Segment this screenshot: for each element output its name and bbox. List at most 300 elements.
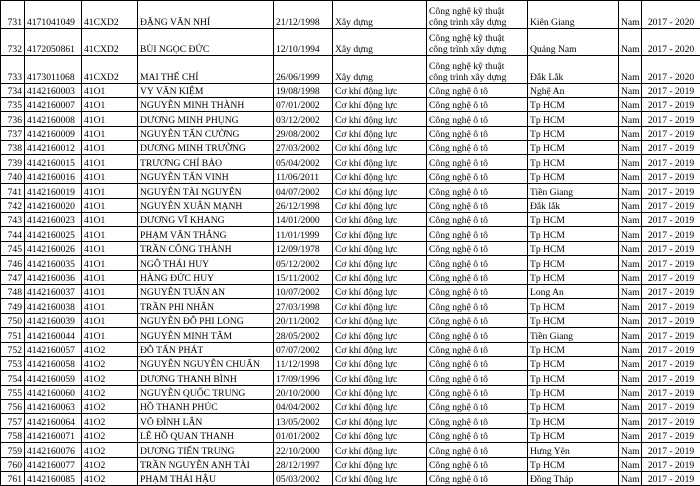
cell-major: Công nghệ ô tô bbox=[427, 97, 528, 111]
cell-stt: 758 bbox=[1, 428, 25, 442]
cell-student-id: 4142160076 bbox=[25, 443, 82, 457]
cell-course-years: 2017 - 2019 bbox=[642, 198, 700, 212]
cell-stt: 759 bbox=[1, 443, 25, 457]
cell-stt: 755 bbox=[1, 385, 25, 399]
cell-gender: Nam bbox=[619, 299, 642, 313]
cell-course-years: 2017 - 2019 bbox=[642, 141, 700, 155]
cell-student-id: 4142160007 bbox=[25, 97, 82, 111]
cell-gender: Nam bbox=[619, 213, 642, 227]
cell-birth-date: 04/07/2002 bbox=[274, 184, 333, 198]
table-row bbox=[1, 284, 700, 298]
cell-student-name: TRƯƠNG CHÍ BẢO bbox=[138, 155, 274, 169]
cell-gender: Nam bbox=[619, 443, 642, 457]
table-row bbox=[1, 472, 700, 486]
cell-birth-date: 11/01/1999 bbox=[274, 227, 333, 241]
cell-stt: 738 bbox=[1, 141, 25, 155]
cell-stt: 749 bbox=[1, 299, 25, 313]
cell-gender: Nam bbox=[619, 400, 642, 414]
cell-gender: Nam bbox=[619, 256, 642, 270]
cell-student-id: 4142160057 bbox=[25, 342, 82, 356]
cell-gender: Nam bbox=[619, 56, 642, 84]
cell-major: Công nghệ ô tô bbox=[427, 141, 528, 155]
cell-course-years: 2017 - 2019 bbox=[642, 472, 700, 486]
cell-class: 41O1 bbox=[82, 155, 138, 169]
cell-birth-date: 27/03/1998 bbox=[274, 299, 333, 313]
cell-class: 41O1 bbox=[82, 198, 138, 212]
cell-course-years: 2017 - 2019 bbox=[642, 313, 700, 327]
cell-student-name: DƯƠNG VĨ KHANG bbox=[138, 213, 274, 227]
cell-course-years: 2017 - 2019 bbox=[642, 284, 700, 298]
cell-stt: 739 bbox=[1, 155, 25, 169]
cell-student-name: ĐẶNG VĂN NHÍ bbox=[138, 1, 274, 29]
cell-student-name: DƯƠNG MINH TRƯỜNG bbox=[138, 141, 274, 155]
cell-student-name: LÊ HỒ QUAN THANH bbox=[138, 428, 274, 442]
table-row bbox=[1, 126, 700, 140]
cell-birth-date: 11/12/1998 bbox=[274, 356, 333, 370]
cell-hometown: Tp HCM bbox=[528, 227, 619, 241]
cell-hometown: Tp HCM bbox=[528, 371, 619, 385]
cell-student-name: TRẦN PHI NHÂN bbox=[138, 299, 274, 313]
cell-major: Công nghệ ô tô bbox=[427, 414, 528, 428]
cell-faculty: Cơ khí động lực bbox=[333, 270, 427, 284]
cell-gender: Nam bbox=[619, 385, 642, 399]
cell-hometown: Tiền Giang bbox=[528, 184, 619, 198]
table-row bbox=[1, 256, 700, 270]
cell-hometown: Tp HCM bbox=[528, 241, 619, 255]
cell-birth-date: 26/12/1998 bbox=[274, 198, 333, 212]
cell-student-name: MAI THẾ CHÍ bbox=[138, 56, 274, 84]
cell-hometown: Tp HCM bbox=[528, 169, 619, 183]
cell-major: Công nghệ ô tô bbox=[427, 472, 528, 486]
cell-class: 41O2 bbox=[82, 400, 138, 414]
cell-class: 41O1 bbox=[82, 213, 138, 227]
cell-student-name: DƯƠNG TIẾN TRUNG bbox=[138, 443, 274, 457]
cell-student-id: 4142160058 bbox=[25, 356, 82, 370]
cell-class: 41O1 bbox=[82, 299, 138, 313]
cell-student-id: 4142160009 bbox=[25, 126, 82, 140]
cell-stt: 746 bbox=[1, 256, 25, 270]
cell-major: Công nghệ kỹ thuật công trình xây dựng bbox=[427, 56, 528, 84]
cell-faculty: Xây dựng bbox=[333, 28, 427, 56]
cell-student-id: 4142160003 bbox=[25, 83, 82, 97]
cell-student-name: NGUYỄN NGUYỄN CHUẨN bbox=[138, 356, 274, 370]
cell-stt: 747 bbox=[1, 270, 25, 284]
cell-gender: Nam bbox=[619, 126, 642, 140]
table-row bbox=[1, 428, 700, 442]
table-row bbox=[1, 227, 700, 241]
cell-hometown: Tp HCM bbox=[528, 112, 619, 126]
cell-birth-date: 01/01/2002 bbox=[274, 428, 333, 442]
cell-faculty: Cơ khí động lực bbox=[333, 169, 427, 183]
cell-course-years: 2017 - 2019 bbox=[642, 155, 700, 169]
cell-birth-date: 10/07/2002 bbox=[274, 284, 333, 298]
cell-faculty: Cơ khí động lực bbox=[333, 414, 427, 428]
cell-hometown: Tp HCM bbox=[528, 457, 619, 471]
cell-gender: Nam bbox=[619, 428, 642, 442]
cell-stt: 733 bbox=[1, 56, 25, 84]
cell-hometown: Tp HCM bbox=[528, 256, 619, 270]
table-row bbox=[1, 213, 700, 227]
cell-stt: 741 bbox=[1, 184, 25, 198]
cell-student-id: 4172050861 bbox=[25, 28, 82, 56]
cell-course-years: 2017 - 2020 bbox=[642, 1, 700, 29]
cell-hometown: Tp HCM bbox=[528, 342, 619, 356]
cell-course-years: 2017 - 2019 bbox=[642, 342, 700, 356]
cell-student-name: PHẠM THÁI HẬU bbox=[138, 472, 274, 486]
cell-course-years: 2017 - 2019 bbox=[642, 270, 700, 284]
cell-course-years: 2017 - 2019 bbox=[642, 299, 700, 313]
cell-gender: Nam bbox=[619, 169, 642, 183]
cell-major: Công nghệ ô tô bbox=[427, 241, 528, 255]
cell-gender: Nam bbox=[619, 472, 642, 486]
cell-stt: 742 bbox=[1, 198, 25, 212]
cell-hometown: Tp HCM bbox=[528, 213, 619, 227]
cell-stt: 752 bbox=[1, 342, 25, 356]
cell-student-id: 4171041049 bbox=[25, 1, 82, 29]
table-row bbox=[1, 457, 700, 471]
cell-gender: Nam bbox=[619, 284, 642, 298]
cell-student-id: 4142160038 bbox=[25, 299, 82, 313]
cell-student-name: TRẦN NGUYỄN ANH TÀI bbox=[138, 457, 274, 471]
table-row bbox=[1, 328, 700, 342]
cell-student-id: 4142160016 bbox=[25, 169, 82, 183]
cell-birth-date: 12/10/1994 bbox=[274, 28, 333, 56]
cell-class: 41O1 bbox=[82, 141, 138, 155]
cell-faculty: Cơ khí động lực bbox=[333, 126, 427, 140]
cell-course-years: 2017 - 2019 bbox=[642, 414, 700, 428]
cell-faculty: Cơ khí động lực bbox=[333, 213, 427, 227]
cell-stt: 732 bbox=[1, 28, 25, 56]
cell-course-years: 2017 - 2019 bbox=[642, 443, 700, 457]
cell-hometown: Tp HCM bbox=[528, 313, 619, 327]
cell-class: 41O2 bbox=[82, 443, 138, 457]
cell-birth-date: 15/11/2002 bbox=[274, 270, 333, 284]
cell-faculty: Cơ khí động lực bbox=[333, 97, 427, 111]
cell-class: 41O2 bbox=[82, 457, 138, 471]
cell-faculty: Cơ khí động lực bbox=[333, 256, 427, 270]
cell-student-id: 4142160044 bbox=[25, 328, 82, 342]
cell-birth-date: 19/08/1998 bbox=[274, 83, 333, 97]
cell-faculty: Cơ khí động lực bbox=[333, 299, 427, 313]
cell-faculty: Cơ khí động lực bbox=[333, 141, 427, 155]
cell-class: 41CXD2 bbox=[82, 56, 138, 84]
cell-faculty: Cơ khí động lực bbox=[333, 184, 427, 198]
cell-major: Công nghệ ô tô bbox=[427, 256, 528, 270]
cell-faculty: Cơ khí động lực bbox=[333, 457, 427, 471]
cell-class: 41O1 bbox=[82, 284, 138, 298]
cell-student-name: DƯƠNG MINH PHỤNG bbox=[138, 112, 274, 126]
cell-stt: 731 bbox=[1, 1, 25, 29]
cell-student-id: 4142160008 bbox=[25, 112, 82, 126]
cell-class: 41O1 bbox=[82, 83, 138, 97]
cell-student-id: 4142160015 bbox=[25, 155, 82, 169]
cell-hometown: Đồng Tháp bbox=[528, 472, 619, 486]
cell-course-years: 2017 - 2020 bbox=[642, 28, 700, 56]
table-row bbox=[1, 83, 700, 97]
cell-student-name: BÙI NGỌC ĐỨC bbox=[138, 28, 274, 56]
cell-class: 41O2 bbox=[82, 342, 138, 356]
cell-faculty: Cơ khí động lực bbox=[333, 428, 427, 442]
cell-course-years: 2017 - 2019 bbox=[642, 385, 700, 399]
cell-student-id: 4142160064 bbox=[25, 414, 82, 428]
table-row bbox=[1, 356, 700, 370]
table-row bbox=[1, 443, 700, 457]
cell-student-id: 4142160037 bbox=[25, 284, 82, 298]
cell-major: Công nghệ ô tô bbox=[427, 112, 528, 126]
cell-class: 41O1 bbox=[82, 270, 138, 284]
cell-gender: Nam bbox=[619, 112, 642, 126]
cell-student-id: 4142160071 bbox=[25, 428, 82, 442]
cell-course-years: 2017 - 2019 bbox=[642, 457, 700, 471]
table-row bbox=[1, 97, 700, 111]
cell-student-id: 4142160085 bbox=[25, 472, 82, 486]
cell-student-id: 4173011068 bbox=[25, 56, 82, 84]
cell-student-name: VÕ ĐÌNH LÂN bbox=[138, 414, 274, 428]
table-row bbox=[1, 155, 700, 169]
cell-class: 41CXD2 bbox=[82, 28, 138, 56]
cell-stt: 737 bbox=[1, 126, 25, 140]
cell-gender: Nam bbox=[619, 141, 642, 155]
cell-hometown: Tp HCM bbox=[528, 356, 619, 370]
cell-birth-date: 03/12/2002 bbox=[274, 112, 333, 126]
cell-student-name: NGUYỄN XUÂN MẠNH bbox=[138, 198, 274, 212]
cell-student-id: 4142160023 bbox=[25, 213, 82, 227]
cell-faculty: Xây dựng bbox=[333, 56, 427, 84]
cell-major: Công nghệ ô tô bbox=[427, 428, 528, 442]
cell-student-name: NGUYỄN TÀI NGUYÊN bbox=[138, 184, 274, 198]
cell-student-name: NGUYỄN TUẤN AN bbox=[138, 284, 274, 298]
cell-major: Công nghệ ô tô bbox=[427, 155, 528, 169]
cell-gender: Nam bbox=[619, 356, 642, 370]
cell-major: Công nghệ ô tô bbox=[427, 342, 528, 356]
cell-faculty: Cơ khí động lực bbox=[333, 198, 427, 212]
cell-stt: 753 bbox=[1, 356, 25, 370]
cell-hometown: Tp HCM bbox=[528, 385, 619, 399]
roster-body bbox=[1, 1, 700, 486]
cell-course-years: 2017 - 2019 bbox=[642, 256, 700, 270]
cell-student-id: 4142160035 bbox=[25, 256, 82, 270]
cell-class: 41O1 bbox=[82, 227, 138, 241]
table-row bbox=[1, 414, 700, 428]
cell-gender: Nam bbox=[619, 97, 642, 111]
cell-class: 41O2 bbox=[82, 385, 138, 399]
cell-stt: 760 bbox=[1, 457, 25, 471]
cell-faculty: Cơ khí động lực bbox=[333, 313, 427, 327]
cell-gender: Nam bbox=[619, 342, 642, 356]
cell-course-years: 2017 - 2019 bbox=[642, 428, 700, 442]
cell-major: Công nghệ ô tô bbox=[427, 313, 528, 327]
cell-course-years: 2017 - 2019 bbox=[642, 328, 700, 342]
cell-student-name: NGUYỄN MINH TÂM bbox=[138, 328, 274, 342]
cell-stt: 745 bbox=[1, 241, 25, 255]
cell-student-name: NGUYỄN TẤN CƯỜNG bbox=[138, 126, 274, 140]
cell-gender: Nam bbox=[619, 241, 642, 255]
cell-faculty: Cơ khí động lực bbox=[333, 284, 427, 298]
table-row bbox=[1, 270, 700, 284]
cell-class: 41O1 bbox=[82, 126, 138, 140]
cell-student-name: DƯƠNG THANH BÌNH bbox=[138, 371, 274, 385]
cell-class: 41CXD2 bbox=[82, 1, 138, 29]
cell-major: Công nghệ ô tô bbox=[427, 169, 528, 183]
cell-hometown: Tp HCM bbox=[528, 414, 619, 428]
cell-gender: Nam bbox=[619, 270, 642, 284]
cell-birth-date: 12/09/1978 bbox=[274, 241, 333, 255]
cell-gender: Nam bbox=[619, 457, 642, 471]
cell-course-years: 2017 - 2019 bbox=[642, 184, 700, 198]
table-row bbox=[1, 56, 700, 84]
cell-course-years: 2017 - 2019 bbox=[642, 169, 700, 183]
cell-major: Công nghệ kỹ thuật công trình xây dựng bbox=[427, 1, 528, 29]
cell-student-name: NGÔ THÁI HUY bbox=[138, 256, 274, 270]
cell-class: 41O1 bbox=[82, 313, 138, 327]
cell-student-id: 4142160019 bbox=[25, 184, 82, 198]
cell-course-years: 2017 - 2020 bbox=[642, 56, 700, 84]
table-row bbox=[1, 371, 700, 385]
cell-birth-date: 28/12/1997 bbox=[274, 457, 333, 471]
cell-hometown: Hưng Yên bbox=[528, 443, 619, 457]
table-row bbox=[1, 169, 700, 183]
table-row bbox=[1, 313, 700, 327]
cell-hometown: Tp HCM bbox=[528, 141, 619, 155]
cell-faculty: Cơ khí động lực bbox=[333, 385, 427, 399]
cell-major: Công nghệ ô tô bbox=[427, 284, 528, 298]
cell-major: Công nghệ ô tô bbox=[427, 83, 528, 97]
cell-student-id: 4142160020 bbox=[25, 198, 82, 212]
cell-major: Công nghệ ô tô bbox=[427, 184, 528, 198]
cell-course-years: 2017 - 2019 bbox=[642, 126, 700, 140]
cell-birth-date: 05/03/2002 bbox=[274, 472, 333, 486]
cell-major: Công nghệ ô tô bbox=[427, 356, 528, 370]
cell-class: 41O1 bbox=[82, 112, 138, 126]
cell-student-id: 4142160039 bbox=[25, 313, 82, 327]
cell-student-id: 4142160060 bbox=[25, 385, 82, 399]
cell-hometown: Quảng Nam bbox=[528, 28, 619, 56]
cell-hometown: Đắk lắk bbox=[528, 198, 619, 212]
table-row bbox=[1, 184, 700, 198]
cell-course-years: 2017 - 2019 bbox=[642, 213, 700, 227]
cell-class: 41O2 bbox=[82, 428, 138, 442]
cell-stt: 748 bbox=[1, 284, 25, 298]
cell-hometown: Tp HCM bbox=[528, 428, 619, 442]
cell-faculty: Cơ khí động lực bbox=[333, 155, 427, 169]
cell-faculty: Cơ khí động lực bbox=[333, 342, 427, 356]
cell-hometown: Tp HCM bbox=[528, 155, 619, 169]
cell-hometown: Tp HCM bbox=[528, 97, 619, 111]
cell-birth-date: 22/10/2000 bbox=[274, 443, 333, 457]
cell-stt: 750 bbox=[1, 313, 25, 327]
table-row bbox=[1, 28, 700, 56]
cell-faculty: Cơ khí động lực bbox=[333, 241, 427, 255]
cell-gender: Nam bbox=[619, 83, 642, 97]
cell-gender: Nam bbox=[619, 184, 642, 198]
cell-major: Công nghệ ô tô bbox=[427, 400, 528, 414]
cell-birth-date: 07/01/2002 bbox=[274, 97, 333, 111]
table-row bbox=[1, 299, 700, 313]
cell-student-name: ĐỖ TẤN PHÁT bbox=[138, 342, 274, 356]
cell-faculty: Cơ khí động lực bbox=[333, 371, 427, 385]
table-row bbox=[1, 241, 700, 255]
cell-hometown: Long An bbox=[528, 284, 619, 298]
cell-birth-date: 13/05/2002 bbox=[274, 414, 333, 428]
cell-stt: 735 bbox=[1, 97, 25, 111]
cell-stt: 740 bbox=[1, 169, 25, 183]
cell-birth-date: 05/04/2002 bbox=[274, 155, 333, 169]
cell-hometown: Tp HCM bbox=[528, 299, 619, 313]
cell-faculty: Cơ khí động lực bbox=[333, 472, 427, 486]
cell-course-years: 2017 - 2019 bbox=[642, 241, 700, 255]
cell-stt: 761 bbox=[1, 472, 25, 486]
cell-faculty: Cơ khí động lực bbox=[333, 227, 427, 241]
cell-hometown: Đắk Lắk bbox=[528, 56, 619, 84]
cell-faculty: Cơ khí động lực bbox=[333, 112, 427, 126]
cell-major: Công nghệ ô tô bbox=[427, 443, 528, 457]
cell-stt: 756 bbox=[1, 400, 25, 414]
table-row bbox=[1, 112, 700, 126]
table-row bbox=[1, 141, 700, 155]
cell-stt: 743 bbox=[1, 213, 25, 227]
table-row bbox=[1, 342, 700, 356]
cell-gender: Nam bbox=[619, 28, 642, 56]
cell-stt: 754 bbox=[1, 371, 25, 385]
cell-hometown: Nghệ An bbox=[528, 83, 619, 97]
cell-major: Công nghệ ô tô bbox=[427, 385, 528, 399]
cell-birth-date: 28/05/2002 bbox=[274, 328, 333, 342]
cell-faculty: Cơ khí động lực bbox=[333, 328, 427, 342]
cell-gender: Nam bbox=[619, 313, 642, 327]
cell-student-name: NGUYỄN TẤN VINH bbox=[138, 169, 274, 183]
cell-faculty: Cơ khí động lực bbox=[333, 356, 427, 370]
cell-major: Công nghệ ô tô bbox=[427, 270, 528, 284]
cell-faculty: Xây dựng bbox=[333, 1, 427, 29]
table-row bbox=[1, 198, 700, 212]
cell-birth-date: 11/06/2011 bbox=[274, 169, 333, 183]
cell-class: 41O1 bbox=[82, 184, 138, 198]
cell-student-name: NGUYỄN MINH THÀNH bbox=[138, 97, 274, 111]
cell-gender: Nam bbox=[619, 328, 642, 342]
cell-student-name: TRẦN CÔNG THÀNH bbox=[138, 241, 274, 255]
cell-class: 41O1 bbox=[82, 328, 138, 342]
cell-hometown: Tp HCM bbox=[528, 270, 619, 284]
cell-major: Công nghệ ô tô bbox=[427, 328, 528, 342]
cell-student-name: HỒ THANH PHÚC bbox=[138, 400, 274, 414]
cell-major: Công nghệ ô tô bbox=[427, 299, 528, 313]
cell-course-years: 2017 - 2019 bbox=[642, 400, 700, 414]
cell-major: Công nghệ kỹ thuật công trình xây dựng bbox=[427, 28, 528, 56]
cell-birth-date: 26/06/1999 bbox=[274, 56, 333, 84]
cell-faculty: Cơ khí động lực bbox=[333, 443, 427, 457]
cell-stt: 751 bbox=[1, 328, 25, 342]
cell-class: 41O2 bbox=[82, 472, 138, 486]
cell-major: Công nghệ ô tô bbox=[427, 126, 528, 140]
cell-class: 41O2 bbox=[82, 414, 138, 428]
cell-course-years: 2017 - 2019 bbox=[642, 112, 700, 126]
cell-course-years: 2017 - 2019 bbox=[642, 227, 700, 241]
cell-stt: 744 bbox=[1, 227, 25, 241]
cell-birth-date: 21/12/1998 bbox=[274, 1, 333, 29]
cell-class: 41O1 bbox=[82, 169, 138, 183]
cell-gender: Nam bbox=[619, 1, 642, 29]
cell-hometown: Tiền Giang bbox=[528, 328, 619, 342]
cell-class: 41O2 bbox=[82, 356, 138, 370]
cell-stt: 736 bbox=[1, 112, 25, 126]
cell-hometown: Kiên Giang bbox=[528, 1, 619, 29]
cell-student-id: 4142160077 bbox=[25, 457, 82, 471]
cell-birth-date: 27/03/2002 bbox=[274, 141, 333, 155]
cell-class: 41O1 bbox=[82, 256, 138, 270]
table-row bbox=[1, 385, 700, 399]
cell-birth-date: 17/09/1996 bbox=[274, 371, 333, 385]
cell-birth-date: 29/08/2002 bbox=[274, 126, 333, 140]
